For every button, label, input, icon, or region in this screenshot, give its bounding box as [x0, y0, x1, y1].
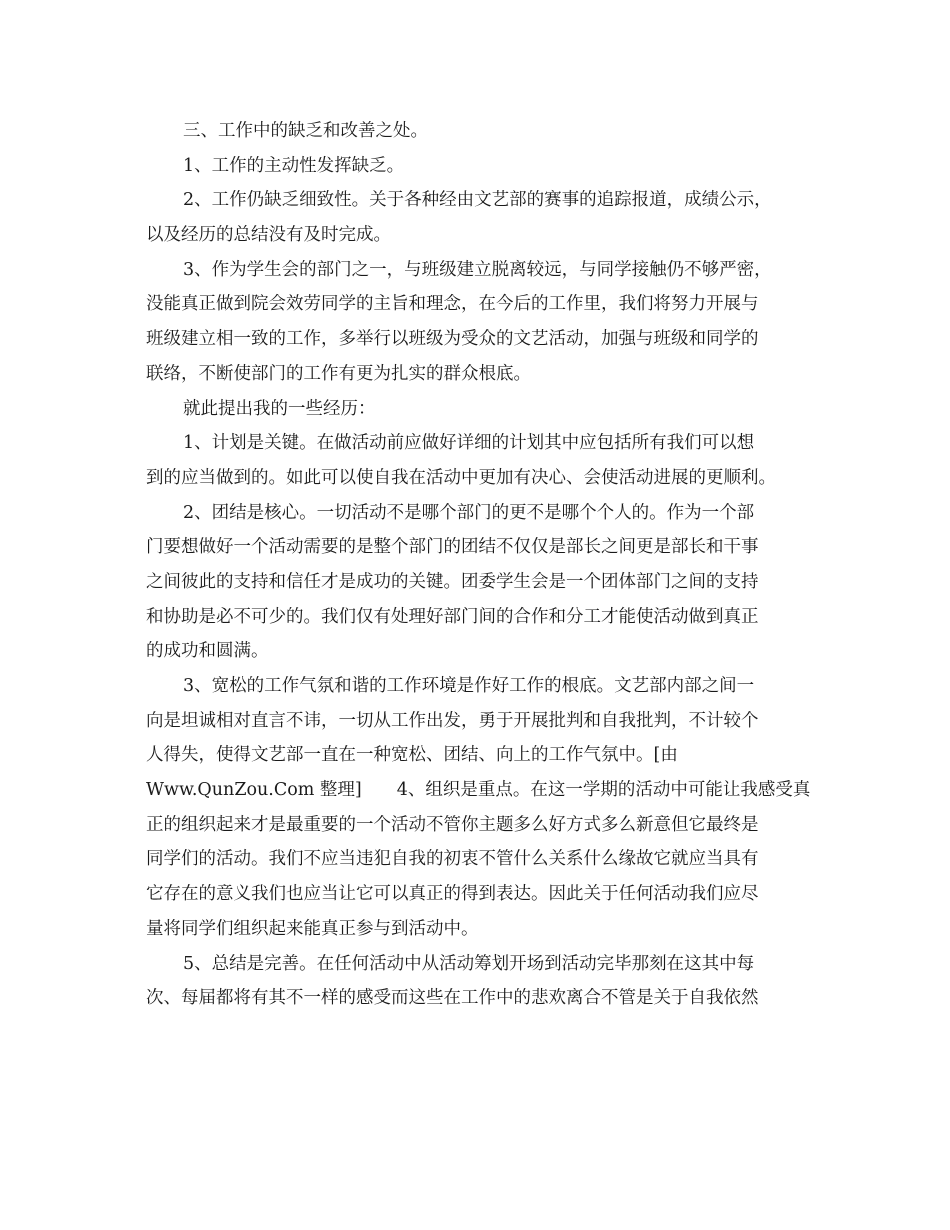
paragraph-line: 门要想做好一个活动需要的是整个部门的团结不仅仅是部长之间更是部长和干事: [146, 537, 759, 558]
paragraph-line: 和协助是必不可少的。我们仅有处理好部门间的合作和分工才能使活动做到真正: [146, 606, 759, 627]
paragraph-line: 人得失，使得文艺部一直在一种宽松、团结、向上的工作气氛中。[由: [146, 745, 678, 766]
section-heading: 三、工作中的缺乏和改善之处。: [183, 121, 428, 141]
paragraph-line: 没能真正做到院会效劳同学的主旨和理念，在今后的工作里，我们将努力开展与: [146, 294, 759, 315]
paragraph-line: 3、作为学生会的部门之一，与班级建立脱离较远，与同学接触仍不够严密，: [183, 259, 772, 280]
paragraph-line: 联络，不断使部门的工作有更为扎实的群众根底。: [146, 363, 531, 384]
paragraph-line: 就此提出我的一些经历：: [183, 398, 376, 419]
paragraph-line: 到的应当做到的。如此可以使自我在活动中更加有决心、会使活动进展的更顺利。: [146, 467, 776, 488]
paragraph-line: 2、工作仍缺乏细致性。关于各种经由文艺部的赛事的追踪报道，成绩公示，: [183, 190, 772, 211]
paragraph-line: 3、宽松的工作气氛和谐的工作环境是作好工作的根底。文艺部内部之间一: [183, 676, 755, 696]
paragraph-line: 向是坦诚相对直言不讳，一切从工作出发，勇于开展批判和自我批判，不计较个: [146, 710, 759, 731]
document-body: [146, 114, 811, 1016]
paragraph-line: 它存在的意义我们也应当让它可以真正的得到表达。因此关于任何活动我们应尽: [146, 884, 759, 905]
paragraph-line: 5、总结是完善。在任何活动中从活动筹划开场到活动完毕那刻在这其中每: [183, 953, 755, 974]
paragraph-line: 次、每届都将有其不一样的感受而这些在工作中的悲欢离合不管是关于自我依然: [146, 988, 759, 1009]
paragraph-line: 之间彼此的支持和信任才是成功的关键。团委学生会是一个团体部门之间的支持: [146, 571, 759, 592]
paragraph-line: 班级建立相一致的工作，多举行以班级为受众的文艺活动，加强与班级和同学的: [146, 329, 759, 350]
paragraph-line: 1、工作的主动性发挥缺乏。: [183, 155, 405, 176]
paragraph-line: 以及经历的总结没有及时完成。: [146, 225, 391, 246]
paragraph-line: 正的组织起来才是最重要的一个活动不管你主题多么好方式多么新意但它最终是: [146, 814, 759, 835]
paragraph-line: 1、计划是关键。在做活动前应做好详细的计划其中应包括所有我们可以想: [183, 433, 755, 454]
paragraph-line: 量将同学们组织起来能真正参与到活动中。: [146, 918, 479, 939]
paragraph-line: 的成功和圆满。: [146, 641, 269, 662]
paragraph-line: 同学们的活动。我们不应当违犯自我的初衷不管什么关系什么缘故它就应当具有: [146, 849, 759, 870]
paragraph-line: 2、团结是核心。一切活动不是哪个部门的更不是哪个个人的。作为一个部: [183, 502, 755, 523]
paragraph-line: Www.QunZou.Com 整理] 4、组织是重点。在这一学期的活动中可能让我感受真: [146, 780, 811, 801]
